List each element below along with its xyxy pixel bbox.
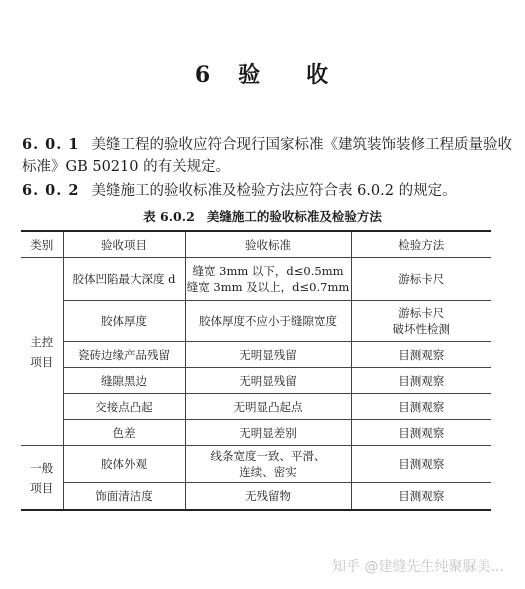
standard-line: 线条宽度一致、平滑、: [210, 449, 326, 463]
standard-cell: 无明显凸起点: [185, 394, 351, 420]
chapter-title: [0, 58, 525, 89]
standard-cell: 无明显差别: [185, 420, 351, 446]
standard-cell: 无残留物: [185, 483, 351, 511]
category-cell: [21, 258, 63, 446]
table-row: [21, 420, 491, 446]
header-method: 检验方法: [351, 231, 491, 258]
table-number: 表 6.0.2: [143, 209, 195, 224]
table-row: [21, 394, 491, 420]
chapter-number: 6: [194, 62, 213, 88]
header-standard: 验收标准: [185, 231, 351, 258]
clause-6-0-2: [22, 180, 512, 202]
category-label: 项目: [30, 480, 54, 495]
item-cell: 胶体厚度: [63, 301, 185, 342]
chapter-title-part2: 收: [306, 62, 331, 88]
standard-line: 缝宽 3mm 以下，d≤0.5mm: [192, 264, 344, 278]
watermark: 知乎 @建缝先生纯聚脲美...: [332, 559, 504, 575]
clause-text: 美缝施工的验收标准及检验方法应符合表 6.0.2 的规定。: [91, 183, 457, 199]
table-row: [21, 368, 491, 394]
category-cell: [21, 446, 63, 511]
method-cell: 目测观察: [351, 394, 491, 420]
category-label: 主控: [30, 334, 54, 349]
standard-cell: [185, 446, 351, 483]
method-cell: 目测观察: [351, 342, 491, 368]
standard-cell: 无明显残留: [185, 368, 351, 394]
clause-6-0-1: [22, 134, 512, 178]
category-label: 项目: [30, 354, 54, 369]
method-line: 游标卡尺: [398, 306, 445, 320]
standard-cell: 胶体厚度不应小于缝隙宽度: [185, 301, 351, 342]
item-cell: 缝隙黑边: [63, 368, 185, 394]
item-cell: 胶体凹陷最大深度 d: [63, 258, 185, 301]
method-cell: [351, 301, 491, 342]
table-caption: [0, 207, 525, 225]
item-cell: 瓷砖边缘产品残留: [63, 342, 185, 368]
standard-line: 连续、密实: [239, 465, 297, 479]
clause-number: 6. 0. 1: [22, 136, 80, 153]
standard-cell: 无明显残留: [185, 342, 351, 368]
method-cell: 游标卡尺: [351, 258, 491, 301]
method-cell: 目测观察: [351, 483, 491, 511]
item-cell: 胶体外观: [63, 446, 185, 483]
clause-text: 美缝工程的验收应符合现行国家标准《建筑装饰装修工程质量验收标准》GB 50210 的有关规定。: [22, 137, 512, 175]
item-cell: 饰面清洁度: [63, 483, 185, 511]
method-line: 破坏性检测: [392, 322, 450, 336]
table-header-row: [21, 231, 491, 258]
item-cell: 交接点凸起: [63, 394, 185, 420]
header-item: 验收项目: [63, 231, 185, 258]
table-title: 美缝施工的验收标准及检验方法: [206, 209, 382, 224]
table-row: [21, 258, 491, 301]
acceptance-table: [21, 230, 491, 511]
table-row: [21, 301, 491, 342]
table-row: [21, 446, 491, 483]
category-label: 一般: [30, 460, 54, 475]
header-category: 类别: [21, 231, 63, 258]
table-row: [21, 483, 491, 511]
method-cell: 目测观察: [351, 446, 491, 483]
table-row: [21, 342, 491, 368]
standard-cell: [185, 258, 351, 301]
clause-number: 6. 0. 2: [22, 182, 80, 199]
standard-line: 缝宽 3mm 及以上，d≤0.7mm: [186, 280, 350, 294]
method-cell: 目测观察: [351, 420, 491, 446]
method-cell: 目测观察: [351, 368, 491, 394]
item-cell: 色差: [63, 420, 185, 446]
chapter-title-part1: 验: [238, 62, 263, 88]
